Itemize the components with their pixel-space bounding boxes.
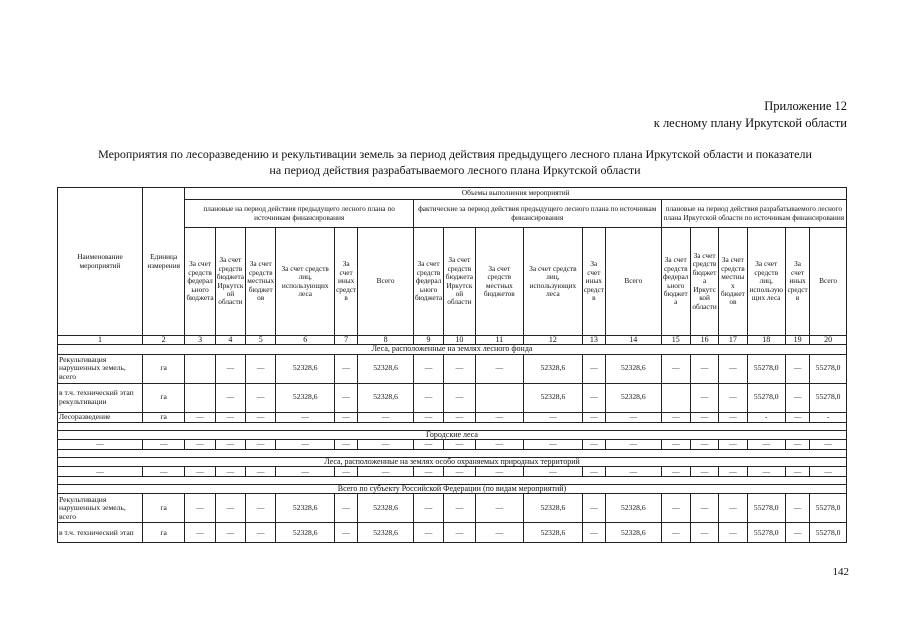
table-cell: — (246, 354, 276, 383)
table-cell: 52328,6 (276, 494, 335, 523)
column-number: 1 (58, 336, 143, 345)
table-cell: — (413, 354, 443, 383)
table-cell: — (747, 467, 785, 477)
spacer-cell (58, 449, 847, 457)
page-number: 142 (832, 566, 849, 578)
table-cell: — (661, 523, 690, 543)
table-cell: — (719, 467, 747, 477)
table-cell: — (719, 412, 747, 422)
table-cell: — (690, 439, 718, 449)
table-row (58, 523, 847, 543)
table-cell: — (582, 439, 605, 449)
row-unit: га (142, 383, 184, 412)
table-cell: — (58, 439, 143, 449)
header-source-cell: За счет средств лиц, использующих леса (276, 228, 335, 336)
column-number: 9 (413, 336, 443, 345)
table-cell: 52328,6 (358, 383, 414, 412)
table-cell: — (246, 439, 276, 449)
table-cell: — (661, 412, 690, 422)
table-cell: — (661, 439, 690, 449)
section-row (58, 430, 847, 439)
table-row (58, 383, 847, 412)
column-number: 7 (335, 336, 358, 345)
row-unit: га (142, 523, 184, 543)
column-number: 14 (605, 336, 661, 345)
table-cell (661, 383, 690, 412)
title-line-1: Мероприятия по лесоразведению и рекультивации земель за период действия предыдущего лесного плана Иркутской области и показатели (98, 147, 812, 161)
header-source-cell: За счет иных средств (785, 228, 809, 336)
table-cell: — (810, 467, 847, 477)
table-cell: — (358, 439, 414, 449)
header-source-cell: За счет иных средств (582, 228, 605, 336)
table-cell: 52328,6 (605, 494, 661, 523)
table-cell: — (785, 467, 809, 477)
column-number: 20 (810, 336, 847, 345)
table-cell: — (444, 354, 475, 383)
header-source-cell: За счет средств федерального бюджета (185, 228, 215, 336)
header-source-cell: За счет иных средств (335, 228, 358, 336)
table-cell: 52328,6 (524, 383, 583, 412)
column-number: 8 (358, 336, 414, 345)
table-cell: — (215, 467, 245, 477)
section-row (58, 457, 847, 466)
table-cell: — (524, 439, 583, 449)
table-cell: — (582, 494, 605, 523)
table-cell: — (444, 383, 475, 412)
header-source-cell: За счет средств федерального бюджета (661, 228, 690, 336)
column-number: 17 (719, 336, 747, 345)
table-cell: — (215, 523, 245, 543)
table-cell: 52328,6 (276, 523, 335, 543)
column-number: 19 (785, 336, 809, 345)
table-cell: — (185, 494, 215, 523)
spacer-cell (58, 477, 847, 485)
column-number: 11 (475, 336, 524, 345)
header-group-previous: плановые на период действия предыдущего лесного плана по источникам финансирования (185, 200, 413, 228)
table-cell: — (276, 439, 335, 449)
appendix-number: Приложение 12 (764, 99, 847, 113)
table-cell: — (690, 523, 718, 543)
table-cell: — (413, 439, 443, 449)
header-source-cell: За счет средств бюджета Иркутской области (444, 228, 475, 336)
table-cell: — (661, 467, 690, 477)
spacer-row (58, 477, 847, 485)
table-cell: — (747, 439, 785, 449)
table-cell: — (444, 467, 475, 477)
table-row (58, 354, 847, 383)
column-number: 5 (246, 336, 276, 345)
table-cell: — (444, 439, 475, 449)
header-group-actual: фактические за период действия предыдущего лесного плана по источникам финансирования (413, 200, 661, 228)
table-cell: — (276, 467, 335, 477)
table-cell: — (690, 467, 718, 477)
table-cell: 55278,0 (810, 523, 847, 543)
header-source-cell: За счет средств лиц, использующих леса (747, 228, 785, 336)
header-source-cell: За счет средств местных бюджетов (246, 228, 276, 336)
table-cell: 52328,6 (605, 523, 661, 543)
header-source-cell: За счет средств бюджета Иркутской области (690, 228, 718, 336)
row-label: в т.ч. технический этап рекультивации (58, 383, 143, 412)
section-forest-fund: Леса, расположенные на землях лесного фонда (58, 345, 847, 354)
table-cell: — (475, 467, 524, 477)
table-cell: — (582, 412, 605, 422)
table-cell: — (785, 383, 809, 412)
table-cell: — (413, 467, 443, 477)
table-cell: — (246, 467, 276, 477)
spacer-row (58, 422, 847, 430)
table-cell: — (246, 523, 276, 543)
header-source-cell: Всего (605, 228, 661, 336)
table-cell: 55278,0 (747, 494, 785, 523)
column-number: 13 (582, 336, 605, 345)
table-cell: — (185, 412, 215, 422)
row-label: Лесоразведение (58, 412, 143, 422)
table-cell: — (785, 494, 809, 523)
table-cell: — (413, 412, 443, 422)
column-number: 10 (444, 336, 475, 345)
table-cell: — (142, 439, 184, 449)
table-cell: — (690, 354, 718, 383)
table-cell: — (246, 412, 276, 422)
table-cell: — (690, 494, 718, 523)
column-number: 2 (142, 336, 184, 345)
table-cell: — (142, 467, 184, 477)
table-cell: 52328,6 (358, 523, 414, 543)
document-title (40, 146, 870, 178)
table-row (58, 494, 847, 523)
section-protected-areas: Леса, расположенные на землях особо охраняемых природных территорий (58, 457, 847, 466)
table-cell: — (335, 412, 358, 422)
table-cell: — (215, 354, 245, 383)
table-row (58, 439, 847, 449)
title-line-2: на период действия разрабатываемого лесного плана Иркутской области (269, 163, 641, 177)
section-row (58, 345, 847, 354)
table-cell: — (413, 494, 443, 523)
header-source-cell: За счет средств бюджета Иркутской области (215, 228, 245, 336)
table-cell: — (605, 467, 661, 477)
table-cell: 52328,6 (276, 354, 335, 383)
table-cell: — (335, 439, 358, 449)
header-source-cell: Всего (358, 228, 414, 336)
table-cell: — (582, 354, 605, 383)
row-label: Рекультивация нарушенных земель, всего (58, 354, 143, 383)
table-cell: — (444, 494, 475, 523)
table-row (58, 467, 847, 477)
header-row-volume (58, 188, 847, 200)
table-cell: — (215, 494, 245, 523)
table-cell: — (690, 383, 718, 412)
table-cell: — (719, 494, 747, 523)
table-cell: — (335, 494, 358, 523)
header-name: Наименование мероприятий (58, 188, 143, 336)
table-cell: - (810, 412, 847, 422)
table-cell: — (785, 523, 809, 543)
column-number: 15 (661, 336, 690, 345)
header-source-cell: Всего (810, 228, 847, 336)
table-cell: — (358, 412, 414, 422)
table-cell: — (719, 354, 747, 383)
row-unit: га (142, 412, 184, 422)
table-cell: — (185, 523, 215, 543)
table-cell: — (335, 523, 358, 543)
column-number: 12 (524, 336, 583, 345)
table-cell: 52328,6 (605, 354, 661, 383)
table-cell: — (785, 412, 809, 422)
table-cell: — (582, 467, 605, 477)
table-cell: — (215, 412, 245, 422)
row-label: в т.ч. технический этап (58, 523, 143, 543)
table-cell: — (475, 412, 524, 422)
table-cell: — (444, 523, 475, 543)
table-cell: — (719, 383, 747, 412)
header-source-cell: За счет средств федерального бюджета (413, 228, 443, 336)
table-cell: — (246, 494, 276, 523)
table-cell: — (719, 523, 747, 543)
header-source-cell: За счет средств местных бюджетов (719, 228, 747, 336)
table-cell: — (58, 467, 143, 477)
table-cell: - (747, 412, 785, 422)
table-cell: — (335, 354, 358, 383)
table-cell: — (582, 383, 605, 412)
column-number: 18 (747, 336, 785, 345)
table-cell: — (785, 354, 809, 383)
table-cell (185, 354, 215, 383)
table-cell: — (524, 412, 583, 422)
table-row (58, 412, 847, 422)
forestry-measures-table (57, 187, 847, 543)
appendix-subtitle: к лесному плану Иркутской области (653, 116, 847, 130)
column-number-row (58, 336, 847, 345)
table-cell: — (719, 439, 747, 449)
table-cell: 52328,6 (276, 383, 335, 412)
table-cell: 52328,6 (524, 494, 583, 523)
table-cell: — (185, 467, 215, 477)
row-unit: га (142, 354, 184, 383)
column-number: 4 (215, 336, 245, 345)
header-group-planned: плановые на период действия разрабатываемого лесного плана Иркутской области по источникам финансирования (661, 200, 846, 228)
table-cell: — (335, 383, 358, 412)
table-cell: — (524, 467, 583, 477)
column-number: 3 (185, 336, 215, 345)
section-urban-forests: Городские леса (58, 430, 847, 439)
table-cell: 55278,0 (810, 494, 847, 523)
table-cell: — (215, 439, 245, 449)
appendix-caption (654, 98, 847, 132)
table-cell: 52328,6 (358, 494, 414, 523)
table-cell: 55278,0 (810, 354, 847, 383)
section-total: Всего по субъекту Российской Федерации (по видам мероприятий) (58, 485, 847, 494)
table-cell: — (605, 439, 661, 449)
header-volume: Объемы выполнения мероприятий (185, 188, 847, 200)
table-cell: — (246, 383, 276, 412)
table-cell: — (661, 354, 690, 383)
table-cell: — (661, 494, 690, 523)
table-cell: — (358, 467, 414, 477)
table-cell: — (475, 523, 524, 543)
table-cell: — (276, 412, 335, 422)
header-unit: Единица измерения (142, 188, 184, 336)
table-cell (185, 383, 215, 412)
table-cell: 55278,0 (747, 523, 785, 543)
table-cell: — (413, 523, 443, 543)
column-number: 6 (276, 336, 335, 345)
table-cell: 52328,6 (524, 354, 583, 383)
spacer-row (58, 449, 847, 457)
table-cell: — (215, 383, 245, 412)
table-cell: 52328,6 (605, 383, 661, 412)
table-cell: — (810, 439, 847, 449)
table-cell: — (582, 523, 605, 543)
table-cell: — (413, 383, 443, 412)
table-cell: — (475, 354, 524, 383)
table-cell: — (475, 439, 524, 449)
header-source-cell: За счет средств местных бюджетов (475, 228, 524, 336)
table-cell: — (785, 439, 809, 449)
row-label: Рекультивация нарушенных земель, всего (58, 494, 143, 523)
table-cell: 55278,0 (810, 383, 847, 412)
table-cell: — (690, 412, 718, 422)
table-cell: 52328,6 (358, 354, 414, 383)
table-cell: — (335, 467, 358, 477)
table-cell: — (475, 494, 524, 523)
row-unit: га (142, 494, 184, 523)
table-cell (475, 383, 524, 412)
table-cell: 55278,0 (747, 383, 785, 412)
spacer-cell (58, 422, 847, 430)
table-cell: — (185, 439, 215, 449)
table-cell: 55278,0 (747, 354, 785, 383)
table-cell: 52328,6 (524, 523, 583, 543)
table-cell: — (605, 412, 661, 422)
table-cell: — (444, 412, 475, 422)
section-row (58, 485, 847, 494)
column-number: 16 (690, 336, 718, 345)
header-source-cell: За счет средств лиц, использующих леса (524, 228, 583, 336)
